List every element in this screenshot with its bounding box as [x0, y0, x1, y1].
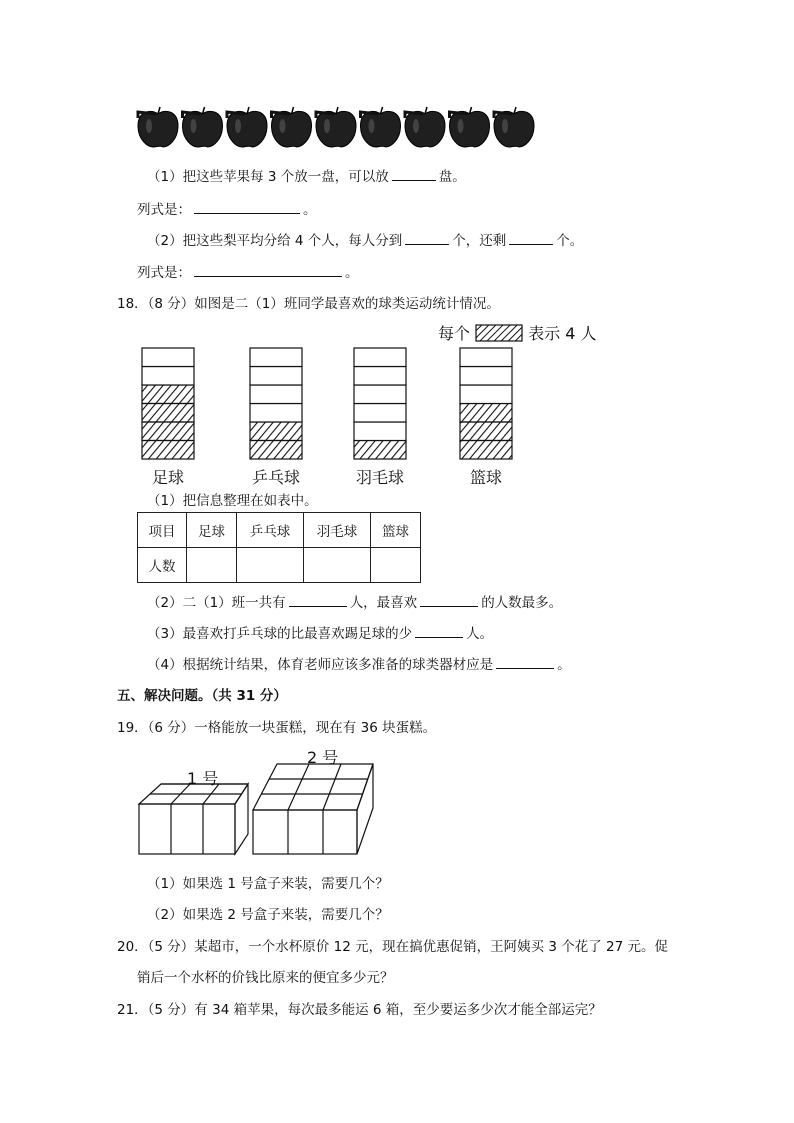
q17-part1: （1）把这些苹果每 3 个放一盘，可以放 盘。 [147, 165, 466, 185]
answer-blank[interactable] [392, 166, 436, 181]
q19-sub2: （2）如果选 2 号盒子来装，需要几个？ [147, 907, 389, 923]
q19-title: 19．（6 分）一格能放一块蛋糕，现在有 36 块蛋糕。 [117, 720, 437, 736]
empty-box [460, 385, 512, 404]
q20-line1: 20．（5 分）某超市，一个水杯原价 12 元，现在搞优惠促销，王阿姨买 3 个花了 27 元。促 [117, 939, 669, 955]
empty-box [250, 385, 302, 404]
q17-part2: （2）把这些梨平均分给 4 个人，每人分到 个，还剩 个。 [147, 229, 583, 249]
answer-blank[interactable] [509, 230, 553, 245]
q19-sub1: （1）如果选 1 号盒子来装，需要几个？ [147, 876, 389, 892]
hatched-box [142, 441, 194, 460]
empty-box [250, 404, 302, 423]
table-header-cell: 羽毛球 [304, 513, 371, 548]
table-row [138, 513, 421, 548]
q20-line2: 销后一个水杯的价钱比原来的便宜多少元？ [137, 970, 394, 986]
table-answer-cell[interactable] [187, 548, 237, 583]
hatched-box [354, 441, 406, 460]
table-header-cell: 乒乓球 [237, 513, 304, 548]
hatched-box [142, 422, 194, 441]
apple-icon [450, 107, 490, 147]
table-answer-cell[interactable] [304, 548, 371, 583]
chart-bar [250, 348, 302, 459]
chart-bar [460, 348, 512, 459]
chart-bar [354, 348, 406, 459]
hatched-box [142, 404, 194, 423]
answer-blank[interactable] [289, 592, 347, 607]
hatched-box [460, 441, 512, 460]
hatched-box [250, 441, 302, 460]
apple-icon [494, 107, 534, 147]
box2-label: 2 号 [307, 748, 339, 767]
table-answer-cell[interactable] [237, 548, 304, 583]
table-header-cell: 篮球 [371, 513, 421, 548]
q18-sub4: （4）根据统计结果，体育老师应该多准备的球类器材应是 。 [147, 653, 571, 673]
table-header-cell: 足球 [187, 513, 237, 548]
answer-blank[interactable] [420, 592, 478, 607]
apple-icon [183, 107, 223, 147]
category-label: 篮球 [469, 468, 503, 485]
empty-box [142, 367, 194, 386]
q18-sub1: （1）把信息整理在如表中。 [147, 493, 318, 509]
apple-icon [138, 107, 178, 147]
empty-box [460, 367, 512, 386]
apple-row [136, 104, 546, 150]
apple-icon [316, 107, 356, 147]
apple-icon [272, 107, 312, 147]
answer-blank[interactable] [415, 623, 463, 638]
q17-formula2: 列式是： 。 [137, 261, 359, 281]
category-label: 乒乓球 [251, 468, 301, 485]
q18-sub2: （2）二（1）班一共有 人，最喜欢 的人数最多。 [147, 591, 562, 611]
apple-icon [361, 107, 401, 147]
box1-label: 1 号 [187, 769, 219, 788]
empty-box [354, 404, 406, 423]
table-answer-cell[interactable] [371, 548, 421, 583]
q18-title: 18．（8 分）如图是二（1）班同学最喜欢的球类运动统计情况。 [117, 296, 500, 312]
category-label: 羽毛球 [355, 468, 405, 485]
answer-blank[interactable] [194, 199, 300, 214]
answer-blank[interactable] [194, 262, 342, 277]
table-header-cell: 人数 [138, 548, 187, 583]
chart-bar [142, 348, 194, 459]
apple-icon [405, 107, 445, 147]
section-title: 五、解决问题。（共 31 分） [117, 688, 287, 704]
hatched-box [250, 422, 302, 441]
q17-formula1: 列式是： 。 [137, 198, 317, 218]
q21-title: 21．（5 分）有 34 箱苹果，每次最多能运 6 箱，至少要运多少次才能全部运完？ [117, 1002, 602, 1018]
answer-blank[interactable] [496, 654, 554, 669]
empty-box [354, 348, 406, 367]
table-row [138, 548, 421, 583]
box-1 [139, 784, 248, 854]
empty-box [142, 348, 194, 367]
empty-box [354, 385, 406, 404]
cake-boxes-figure [135, 760, 385, 860]
box-2 [253, 764, 373, 854]
hatched-box [460, 404, 512, 423]
empty-box [354, 422, 406, 441]
empty-box [460, 348, 512, 367]
empty-box [250, 367, 302, 386]
category-label: 足球 [151, 468, 185, 485]
answer-blank[interactable] [405, 230, 449, 245]
chart-legend: 每个 表示 4 人 [438, 324, 597, 343]
empty-box [250, 348, 302, 367]
apple-icon [227, 107, 267, 147]
table-header-cell: 项目 [138, 513, 187, 548]
ball-sports-chart [130, 340, 530, 485]
q18-sub3: （3）最喜欢打乒乓球的比最喜欢踢足球的少 人。 [147, 622, 493, 642]
hatched-box [142, 385, 194, 404]
stat-table [137, 512, 421, 583]
empty-box [354, 367, 406, 386]
hatched-box [460, 422, 512, 441]
